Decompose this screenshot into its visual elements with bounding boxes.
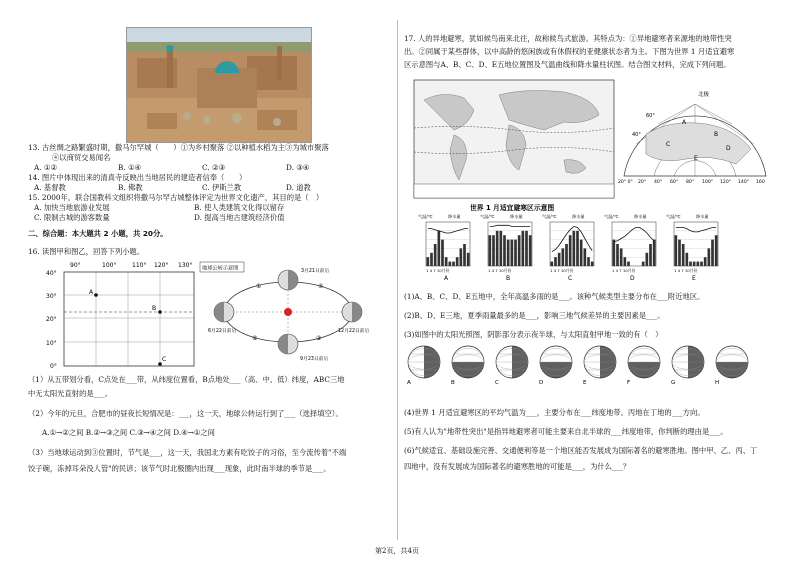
page-footer: 第2页，共4页 xyxy=(375,547,419,555)
q15-option-b[interactable]: B. 使人类建筑文化得以留存 xyxy=(194,203,285,212)
precip-bar xyxy=(646,253,649,266)
polar-lat-40: 40° xyxy=(632,132,641,138)
q17-sub4: (4)世界 1 月适宜避寒区的平均气温为___，主要分布在___纬度地带。丙地在丁地的___方向。 xyxy=(404,408,705,417)
lat-label-30: 30° xyxy=(46,293,57,300)
precip-bar xyxy=(507,240,510,266)
precip-bar xyxy=(569,235,572,266)
point-b xyxy=(158,310,162,314)
lat-label-0: 0° xyxy=(50,363,57,370)
q17-sub6: (6)气候适宜、基础设施完善、交通便利等是一个地区能否发展成为国际著名的避寒胜地。图中甲、乙、丙、丁 xyxy=(404,446,758,455)
precip-bar xyxy=(624,257,627,266)
polar-lon-40: 40° xyxy=(654,180,663,185)
precip-bar xyxy=(653,240,656,266)
globe-b xyxy=(451,346,484,386)
globe-f xyxy=(627,346,660,386)
point-b-label: B xyxy=(152,305,157,312)
globe-label: D xyxy=(539,380,544,386)
lat-label-20: 20° xyxy=(46,316,57,323)
precip-bar xyxy=(518,235,521,266)
precip-bar xyxy=(511,240,514,266)
q13-option-d[interactable]: D. ③④ xyxy=(286,163,310,172)
globe-h xyxy=(715,346,748,386)
q15-option-a[interactable]: A. 加快当地旅游业发展 xyxy=(34,203,110,212)
q16-stem: 16. 读图甲和图乙，回答下列小题。 xyxy=(28,247,145,256)
sunlight-globe-figures xyxy=(404,340,776,390)
q17-intro-line3: 区示意图与A、B、C、D、E五地位置图及气温曲线和降水量柱状图。结合图文材料，完成下列问题。 xyxy=(404,60,731,69)
precip-bar xyxy=(565,244,568,266)
lat-label-40: 40° xyxy=(46,270,57,277)
world-map-caption: 世界 1 月适宜避寒区示意图 xyxy=(470,204,555,212)
polar-lon-140: 140° xyxy=(738,180,750,185)
climate-chart-d xyxy=(604,213,656,282)
polar-lon-80: 80° xyxy=(686,180,695,185)
precip-bar xyxy=(587,257,590,266)
precip-bar xyxy=(562,248,565,266)
precip-bar xyxy=(430,253,433,266)
precip-bar xyxy=(489,235,492,266)
climate-chart-b xyxy=(480,213,532,282)
q16-sub3: （3）当地球运动到③位置时，节气是___，这一天，我国北方素有吃饺子的习俗，至今流传着"不端 xyxy=(28,448,347,457)
lat-label-10: 10° xyxy=(46,340,57,347)
q14-stem: 14. 图片中体现出来的清真寺反映出当地居民的建造者信奉（ ） xyxy=(28,173,247,182)
precip-bar xyxy=(649,244,652,266)
precip-bar xyxy=(467,253,470,266)
precip-bar xyxy=(708,248,711,266)
climate-header-precip: 降水量 xyxy=(448,214,461,219)
polar-lon-160: 160 xyxy=(756,180,765,185)
polar-point-b: B xyxy=(714,131,719,138)
climate-header-temp: 气温/℃ xyxy=(666,214,681,219)
precip-bar xyxy=(642,262,645,266)
orbit-mark-3: ③ xyxy=(316,335,322,342)
q13-option-a[interactable]: A. ①② xyxy=(34,163,57,172)
precip-bar xyxy=(434,244,437,266)
polar-point-e: E xyxy=(694,155,698,162)
date-dec22: 12月22日前后 xyxy=(338,329,370,334)
orbit-mark-2: ② xyxy=(252,335,258,342)
climate-letter: C xyxy=(568,275,573,282)
precip-bar xyxy=(445,257,448,266)
globe-c xyxy=(495,346,528,386)
climate-header-precip: 降水量 xyxy=(696,214,709,219)
polar-label: 北极 xyxy=(698,92,710,98)
precip-bar xyxy=(492,235,495,266)
precip-bar xyxy=(584,248,587,266)
precip-bar xyxy=(682,244,685,266)
climate-chart-a xyxy=(418,213,470,282)
date-sep23: 9月23日前后 xyxy=(300,357,329,362)
precip-bar xyxy=(576,231,579,266)
precip-bar xyxy=(460,248,463,266)
precip-bar xyxy=(554,257,557,266)
precip-bar xyxy=(438,231,441,266)
globe-label: G xyxy=(671,380,676,386)
earth-globe-left xyxy=(214,302,234,322)
precip-bar xyxy=(441,240,444,266)
polar-lat-60: 60° xyxy=(646,113,655,119)
q14-options xyxy=(34,183,311,193)
lon-label-100: 100° xyxy=(102,262,117,269)
climate-header-temp: 气温/℃ xyxy=(418,214,433,219)
q15-options-row2 xyxy=(34,213,285,223)
globe-g xyxy=(671,346,704,386)
precip-bar xyxy=(613,240,616,266)
precip-bar xyxy=(503,235,506,266)
precip-bar xyxy=(500,231,503,266)
precip-bar xyxy=(456,257,459,266)
lon-label-130: 130° xyxy=(178,262,193,269)
world-avoid-cold-map xyxy=(414,80,614,212)
globe-label: E xyxy=(583,380,587,386)
precip-bar xyxy=(686,253,689,266)
q13-option-c[interactable]: C. ②③ xyxy=(202,163,226,172)
orbit-mark-4: ④ xyxy=(318,283,324,290)
precip-bar xyxy=(573,231,576,266)
climate-header-precip: 降水量 xyxy=(634,214,647,219)
globe-label: B xyxy=(451,380,455,386)
climate-chart-e xyxy=(666,213,718,282)
q16-sub2: （2）今年的元旦，合肥市的昼夜长短情况是：___，这一天，地球公转运行到了___（选择填空）。 xyxy=(28,409,343,418)
precip-bar xyxy=(522,231,525,266)
precip-bar xyxy=(580,240,583,266)
climate-header-precip: 降水量 xyxy=(572,214,585,219)
precip-bar xyxy=(700,262,703,266)
q16-sub2-options[interactable]: A.①→②之间 B.②→③之间 C.③→④之间 D.④→①之间 xyxy=(42,428,215,437)
polar-lon-120: 120° xyxy=(720,180,732,185)
globe-label: A xyxy=(407,380,411,386)
q14-option-a[interactable]: A. 基督教 xyxy=(34,183,66,192)
climate-letter: A xyxy=(444,275,449,282)
q13-option-b[interactable]: B. ①④ xyxy=(118,163,142,172)
precip-bar xyxy=(693,262,696,266)
precip-bar xyxy=(689,262,692,266)
polar-lon-20: 20° xyxy=(638,180,647,185)
samarkand-mosque-photo xyxy=(126,27,312,143)
q14-option-c[interactable]: C. 伊斯兰教 xyxy=(202,183,242,192)
north-polar-map xyxy=(616,84,772,184)
climate-header-temp: 气温/℃ xyxy=(542,214,557,219)
earth-orbit-figure xyxy=(200,258,380,366)
precip-bar xyxy=(496,231,499,266)
precip-bar xyxy=(591,262,594,266)
earth-globe-top xyxy=(278,270,298,290)
climate-months: 1 4 7 10月份 xyxy=(612,268,636,273)
polar-point-a: A xyxy=(682,119,687,126)
q15-option-d[interactable]: D. 提高当地古建筑经济价值 xyxy=(194,213,285,222)
lon-label-110: 110° xyxy=(132,262,147,269)
precip-bar xyxy=(704,257,707,266)
q17-intro-line1: 17. 人的异地避寒，犹如候鸟南来北往，故称候鸟式旅游。其特点为：①异地避寒者来源地的地带性突 xyxy=(404,34,732,43)
climate-months: 1 4 7 10月份 xyxy=(426,268,450,273)
climate-charts xyxy=(418,212,728,284)
date-jun22: 6月22日前后 xyxy=(208,329,237,334)
mosque-image xyxy=(127,28,311,142)
q17-sub1: (1)A、B、C、D、E五地中，全年高温多雨的是___。该种气候类型主要分布在___附近地区。 xyxy=(404,292,705,301)
point-a-label: A xyxy=(89,289,94,296)
q15-option-c[interactable]: C. 限制古城的游客数量 xyxy=(34,213,110,222)
climate-header-precip: 降水量 xyxy=(510,214,523,219)
climate-letter: E xyxy=(692,275,696,282)
orbit-mark-1: ① xyxy=(256,283,262,290)
polar-lon-20w0: 20° 0° xyxy=(618,180,633,185)
lat-lon-grid-figure xyxy=(34,258,204,372)
polar-lon-100: 100° xyxy=(702,180,714,185)
precip-bar xyxy=(678,240,681,266)
precip-bar xyxy=(715,235,718,266)
climate-months: 1 4 7 10月份 xyxy=(488,268,512,273)
q13-stem: 13. 古丝绸之路繁盛时期，撒马尔罕城（ ）①为乡村聚落 ②以种植水稻为主③为城市聚落 xyxy=(28,143,329,152)
lon-label-120: 120° xyxy=(154,262,169,269)
date-mar21: 3月21日前后 xyxy=(301,269,330,274)
precip-bar xyxy=(525,231,528,266)
climate-letter: D xyxy=(630,275,635,282)
q16-sub3-continued: 饺子碗，冻掉耳朵没人管"的民谚；该节气时北极圈内出现___现象，此时南半球的季节是___。 xyxy=(28,464,331,473)
climate-months: 1 4 7 10月份 xyxy=(674,268,698,273)
precip-bar xyxy=(551,262,554,266)
globe-label: C xyxy=(495,380,499,386)
q15-options-row1 xyxy=(34,203,284,213)
polar-point-d: D xyxy=(726,145,731,152)
q17-sub3: (3)如图中的太阳光照图，阴影部分表示夜半球，与太阳直射甲地一致的有（ ） xyxy=(404,330,663,339)
precip-bar xyxy=(675,235,678,266)
polar-lon-60: 60° xyxy=(670,180,679,185)
precip-bar xyxy=(711,240,714,266)
q16-sub1: （1）从五带划分看，C点处在___带，从纬度位置看，B点地处___（高、中、低）纬度，ABC三地 xyxy=(28,375,345,384)
earth-globe-bottom xyxy=(278,334,298,354)
precip-bar xyxy=(697,262,700,266)
lon-label-90: 90° xyxy=(70,262,81,269)
section-2-heading: 二、综合题：本大题共 2 小题，共 20分。 xyxy=(28,229,168,238)
globe-e xyxy=(583,346,616,386)
globe-label: H xyxy=(715,380,720,386)
column-divider xyxy=(397,20,398,540)
q15-stem: 15. 2000年，联合国教科文组织将撒马尔罕古城整体评定为世界文化遗产，其目的是（ ） xyxy=(28,193,324,202)
precip-bar xyxy=(452,262,455,266)
precip-bar xyxy=(427,257,430,266)
precip-bar xyxy=(463,244,466,266)
climate-header-temp: 气温/℃ xyxy=(604,214,619,219)
precip-bar xyxy=(449,262,452,266)
globe-label: F xyxy=(627,380,631,386)
precip-bar xyxy=(529,235,532,266)
point-c-label: C xyxy=(162,356,167,363)
point-a xyxy=(94,293,98,297)
q13-options xyxy=(34,163,309,173)
globe-d xyxy=(539,346,572,386)
q16-sub1-continued: 中无太阳光直射的是___。 xyxy=(28,389,112,398)
orbit-title: 地球公转示意图 xyxy=(202,265,239,272)
q17-intro-line2: 出。②同属于某些群体，以中高龄的悠闲族或有休假权的亚健康状态者为主。下图为世界 1 月适宜避寒 xyxy=(404,47,735,56)
precip-bar xyxy=(558,253,561,266)
precip-bar xyxy=(616,244,619,266)
climate-header-temp: 气温/℃ xyxy=(480,214,495,219)
precip-bar xyxy=(620,248,623,266)
precip-bar xyxy=(627,262,630,266)
q17-sub6-continued: 四地中，没有发展成为国际著名的避寒胜地的可能是___，为什么___？ xyxy=(404,462,631,471)
q17-sub2: (2)B、D、E三地，夏季雨量最多的是___，影响三地气候差异的主要因素是___。 xyxy=(404,311,665,320)
q14-option-d[interactable]: D. 道教 xyxy=(286,183,311,192)
q14-option-b[interactable]: B. 佛教 xyxy=(118,183,143,192)
climate-chart-c xyxy=(542,213,594,282)
polar-point-c: C xyxy=(666,141,671,148)
q13-stem-continued: ④以商贸交易闻名 xyxy=(52,153,111,162)
climate-months: 1 4 7 10月份 xyxy=(550,268,574,273)
globe-a xyxy=(407,346,440,386)
climate-letter: B xyxy=(506,275,511,282)
precip-bar xyxy=(514,240,517,266)
q17-sub5: (5)有人认为"地带性突出"是指异地避寒者可能主要来自北半球的___纬度地带，你判断的理由是___。 xyxy=(404,427,728,436)
earth-globe-right xyxy=(342,302,362,322)
